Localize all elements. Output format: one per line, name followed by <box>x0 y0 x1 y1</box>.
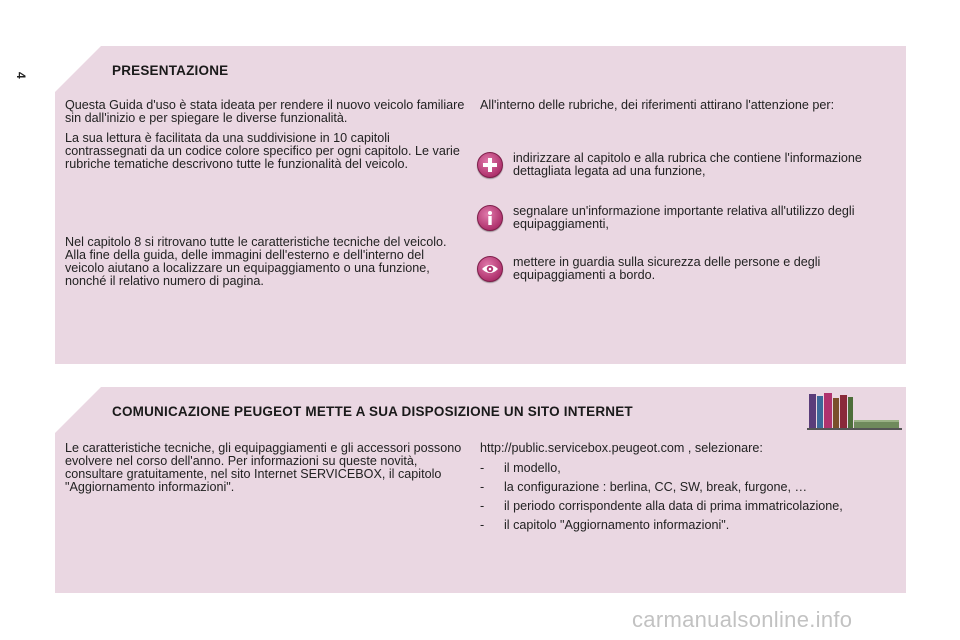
list-item-text: il periodo corrispondente alla data di prima immatricolazione, <box>504 499 843 513</box>
panel-corner-cut <box>55 46 101 92</box>
presentation-left-column-2 <box>65 236 465 295</box>
reference-text: indirizzare al capitolo e alla rubrica che contiene l'informazione dettagliata legata ad una funzione, <box>513 151 862 178</box>
list-dash: - <box>480 518 485 532</box>
presentation-panel <box>55 46 906 364</box>
communication-left-text: Le caratteristiche tecniche, gli equipaggiamenti e gli accessori possono evolvere nel corso dell'anno. Per informazioni su queste novità, consultare gratuitamente, nel sito Internet SERVICEBOX, il capitolo "Aggiornamento informazioni". <box>65 441 462 494</box>
books-icon <box>807 390 902 432</box>
list-item-text: il capitolo "Aggiornamento informazioni". <box>504 518 730 532</box>
watermark: carmanualsonline.info <box>632 607 853 632</box>
list-item-text: la configurazione : berlina, CC, SW, break, furgone, … <box>504 480 808 494</box>
list-item <box>480 519 890 532</box>
info-icon <box>477 205 503 231</box>
presentation-title: PRESENTAZIONE <box>112 63 229 78</box>
list-item <box>480 481 890 494</box>
page-number: 4 <box>14 72 28 79</box>
list-dash: - <box>480 499 485 513</box>
list-item <box>480 500 890 513</box>
communication-right-intro: http://public.servicebox.peugeot.com , selezionare: <box>480 441 763 455</box>
list-dash: - <box>480 480 485 494</box>
presentation-left-column <box>65 99 465 178</box>
presentation-paragraph: La sua lettura è facilitata da una suddivisione in 10 capitoli contrassegnati da un codice colore specifico per ogni capitolo. Le varie rubriche tematiche descrivono tutte le funzionalità del veicolo. <box>65 131 460 171</box>
communication-title: COMUNICAZIONE PEUGEOT METTE A SUA DISPOSIZIONE UN SITO INTERNET <box>112 404 633 419</box>
plus-icon <box>477 152 503 178</box>
reference-text: segnalare un'informazione importante relativa all'utilizzo degli equipaggiamenti, <box>513 204 855 231</box>
communication-right-column <box>480 442 890 538</box>
reference-text: mettere in guardia sulla sicurezza delle persone e degli equipaggiamenti a bordo. <box>513 255 821 282</box>
list-dash: - <box>480 461 485 475</box>
presentation-paragraph: Questa Guida d'uso è stata ideata per rendere il nuovo veicolo familiare sin dall'inizio e per spiegare le diverse funzionalità. <box>65 98 465 125</box>
presentation-paragraph: Nel capitolo 8 si ritrovano tutte le caratteristiche tecniche del veicolo. Alla fine della guida, delle immagini dell'esterno e dell'interno del veicolo aiutano a localizzare un equipaggiamento o una funzione, nonché il relativo numero di pagina. <box>65 235 447 288</box>
communication-panel <box>55 387 906 593</box>
list-item-text: il modello, <box>504 461 561 475</box>
panel-corner-cut <box>55 387 101 433</box>
list-item <box>480 462 890 475</box>
presentation-right-intro: All'interno delle rubriche, dei riferimenti attirano l'attenzione per: <box>480 98 835 112</box>
eye-icon <box>477 256 503 282</box>
